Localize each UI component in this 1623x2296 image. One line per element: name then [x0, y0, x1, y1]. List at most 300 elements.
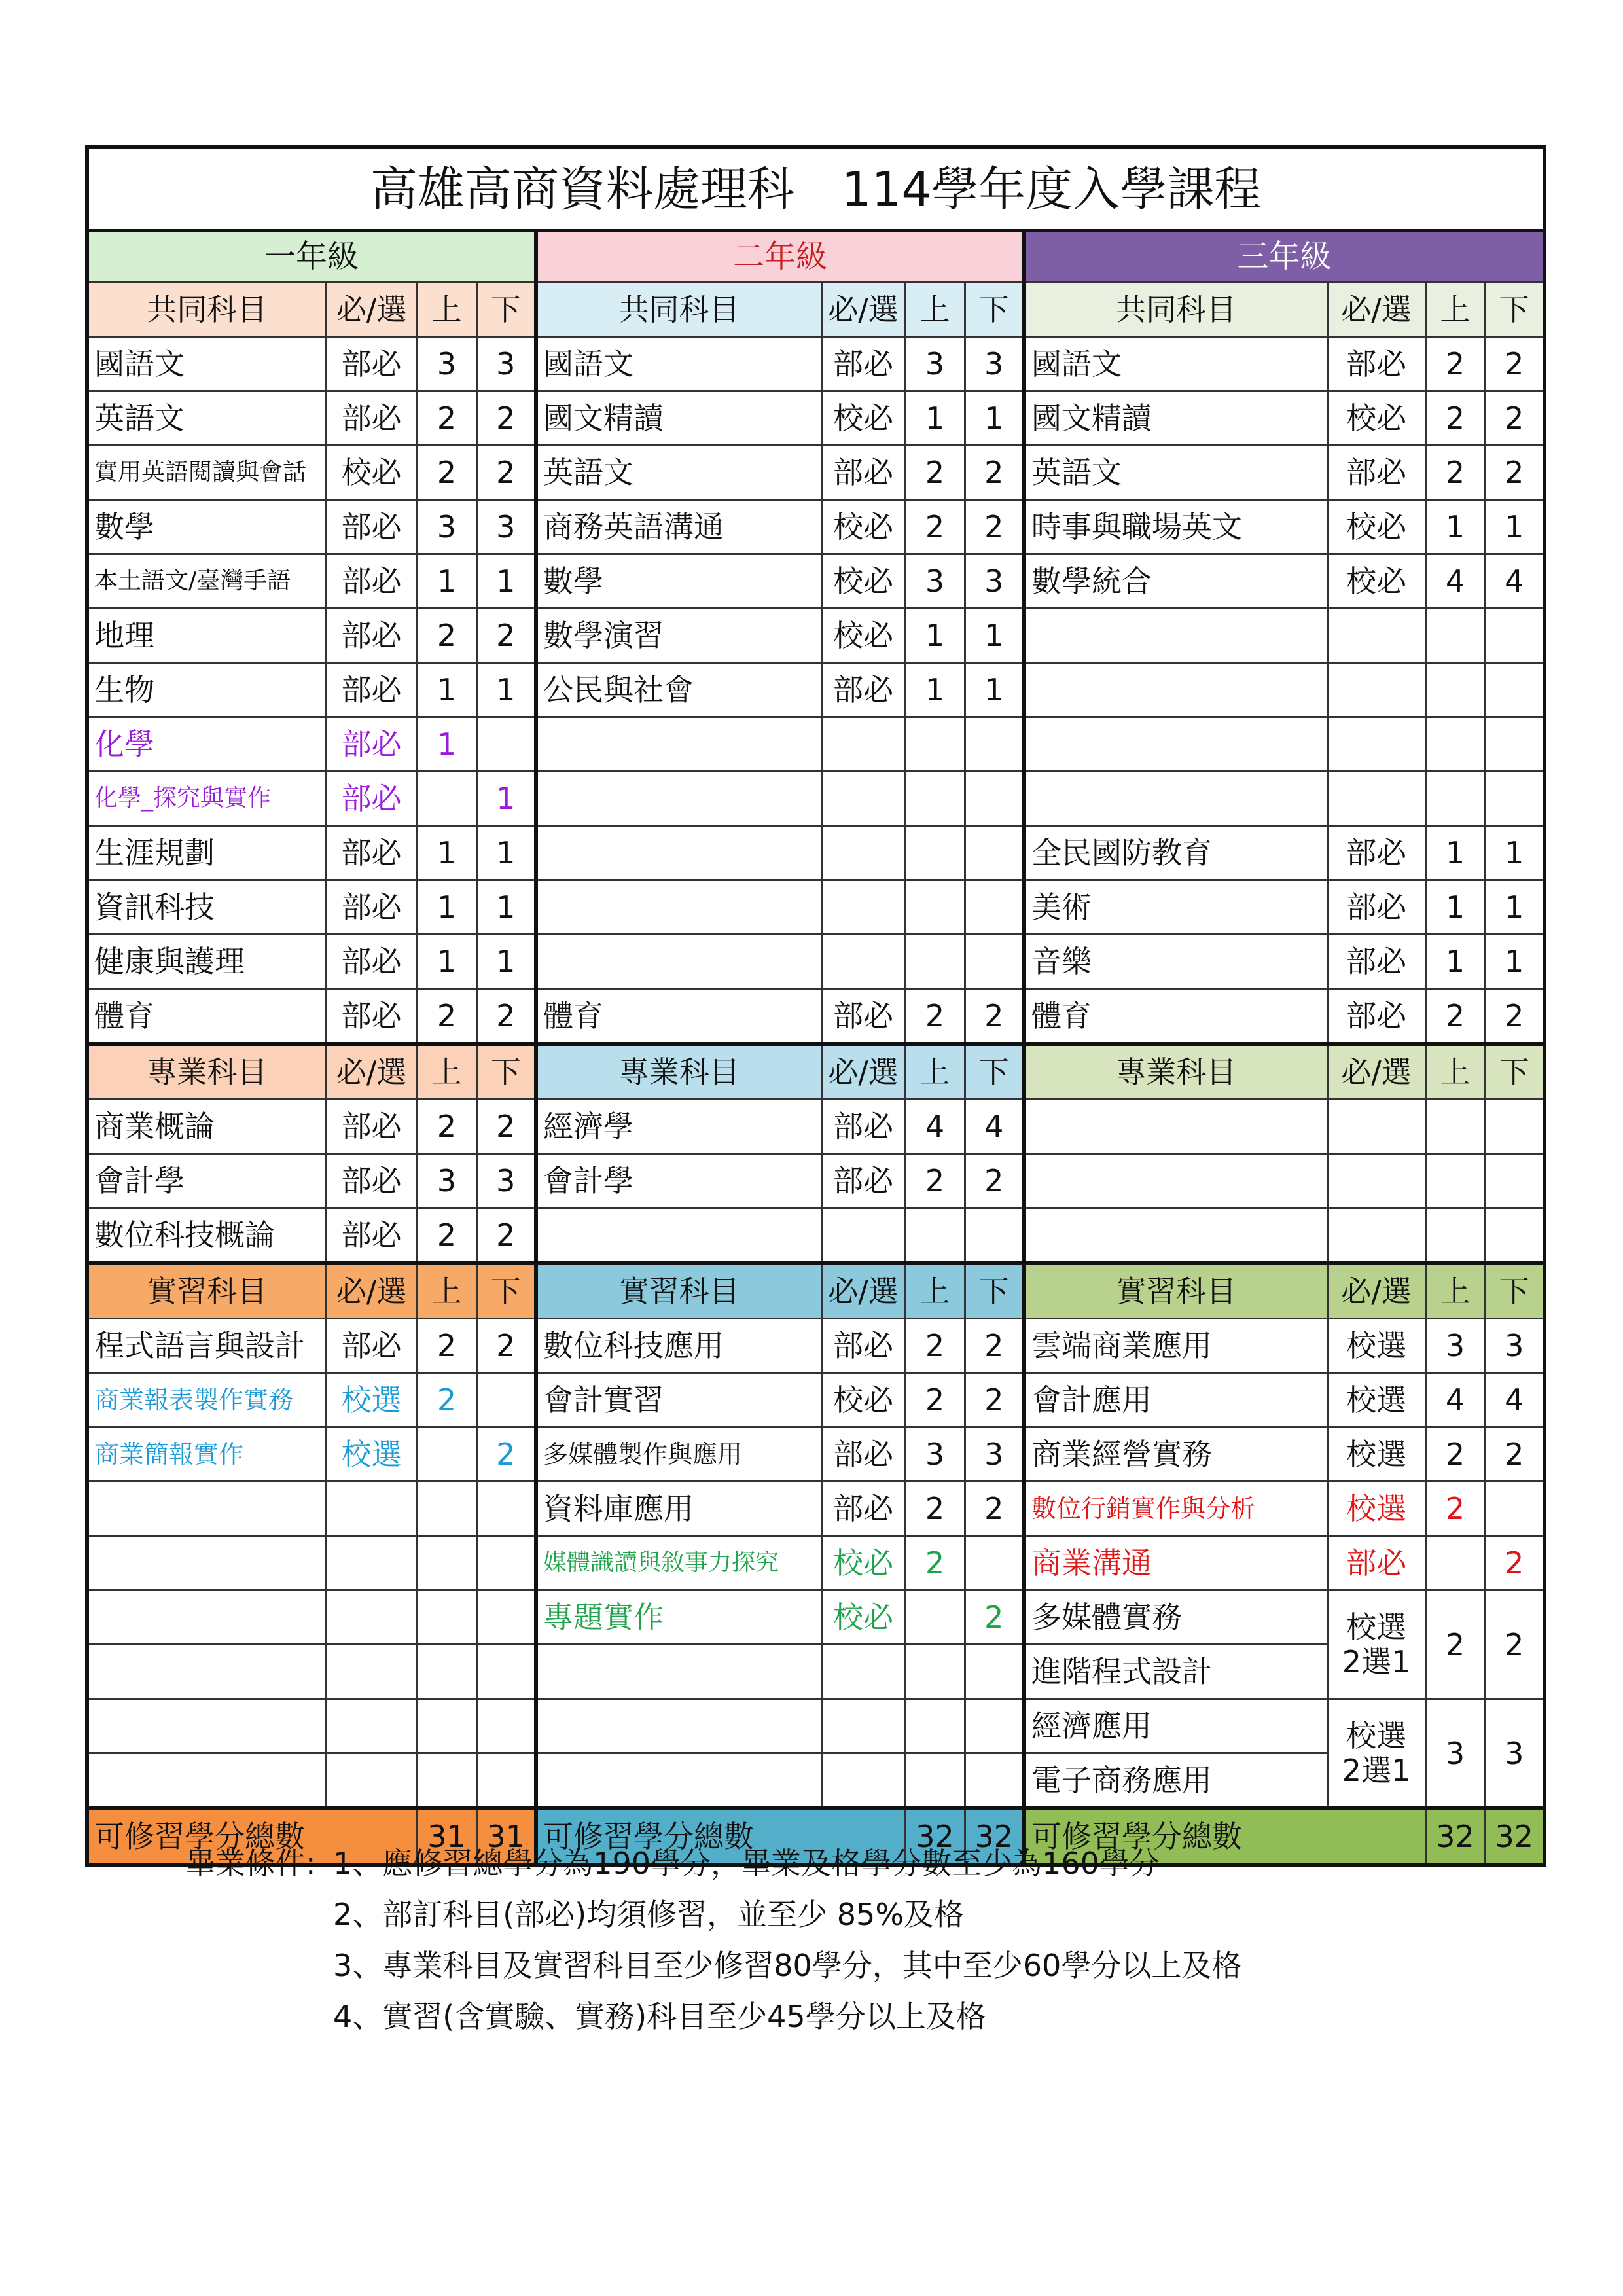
upper-cell: 2 — [417, 1100, 476, 1154]
lower-cell: 1 — [476, 554, 536, 609]
type-header: 必/選 — [821, 1044, 905, 1100]
subject-cell — [87, 1590, 326, 1645]
lower-cell: 3 — [476, 1154, 536, 1208]
type-cell: 部必 — [821, 1319, 905, 1373]
upper-cell: 2 — [1425, 1590, 1485, 1699]
type-cell: 校必 — [1327, 391, 1425, 446]
subject-cell: 經濟學 — [536, 1100, 821, 1154]
upper-cell: 2 — [905, 446, 965, 500]
upper-cell: 3 — [905, 1427, 965, 1482]
common-header: 共同科目 — [536, 283, 821, 337]
upper-cell: 3 — [905, 554, 965, 609]
lower-cell: 2 — [965, 1590, 1024, 1645]
subject-cell: 程式語言與設計 — [87, 1319, 326, 1373]
lower-cell: 3 — [965, 337, 1024, 391]
subject-cell: 商業報表製作實務 — [87, 1373, 326, 1427]
lower-cell — [476, 1482, 536, 1536]
subject-cell: 國語文 — [87, 337, 326, 391]
lower-cell — [965, 880, 1024, 935]
total-lower: 31 — [476, 1808, 536, 1865]
graduation-item: 4、實習(含實驗、實務)科目至少45學分以上及格 — [333, 1999, 986, 2034]
subject-cell — [87, 1699, 326, 1753]
subject-cell: 會計應用 — [1024, 1373, 1327, 1427]
subject-cell: 國文精讀 — [536, 391, 821, 446]
type-header: 必/選 — [326, 1044, 417, 1100]
professional-header: 專業科目 — [1024, 1044, 1327, 1100]
type-cell — [1327, 717, 1425, 772]
upper-cell: 3 — [905, 337, 965, 391]
type-cell: 部必 — [326, 391, 417, 446]
subject-cell: 雲端商業應用 — [1024, 1319, 1327, 1373]
lower-cell: 1 — [965, 391, 1024, 446]
subject-cell: 時事與職場英文 — [1024, 500, 1327, 554]
type-cell — [326, 1753, 417, 1809]
lower-cell — [476, 1536, 536, 1590]
lower-cell: 2 — [476, 1208, 536, 1264]
graduation-item: 3、專業科目及實習科目至少修習80學分，其中至少60學分以上及格 — [333, 1948, 1242, 1983]
lower-cell: 4 — [1485, 554, 1544, 609]
upper-cell — [417, 1753, 476, 1809]
lower-cell: 2 — [1485, 1427, 1544, 1482]
lower-cell: 1 — [1485, 500, 1544, 554]
type-header: 必/選 — [326, 1263, 417, 1319]
lower-cell — [1485, 1482, 1544, 1536]
type-cell — [821, 717, 905, 772]
upper-cell: 2 — [1425, 989, 1485, 1045]
upper-cell: 2 — [1425, 1482, 1485, 1536]
upper-cell — [1425, 772, 1485, 826]
subject-cell — [1024, 609, 1327, 663]
lower-cell — [965, 1699, 1024, 1753]
type-cell: 校必 — [821, 1373, 905, 1427]
type-cell: 部必 — [326, 717, 417, 772]
subject-cell: 體育 — [87, 989, 326, 1045]
lower-cell: 1 — [476, 935, 536, 989]
type-cell: 部必 — [326, 880, 417, 935]
elective-type-line: 校選 — [1346, 1717, 1406, 1753]
type-header: 必/選 — [821, 283, 905, 337]
common-header: 共同科目 — [1024, 283, 1327, 337]
subject-cell: 商業溝通 — [1024, 1536, 1327, 1590]
subject-cell: 數位科技應用 — [536, 1319, 821, 1373]
lower-header: 下 — [1485, 1263, 1544, 1319]
lower-cell — [1485, 1208, 1544, 1264]
lower-cell: 3 — [965, 1427, 1024, 1482]
upper-cell — [1425, 1208, 1485, 1264]
upper-header: 上 — [417, 1044, 476, 1100]
elective-subject-cell: 多媒體實務 — [1024, 1590, 1327, 1645]
type-cell: 校必 — [821, 609, 905, 663]
subject-cell — [1024, 1208, 1327, 1264]
upper-cell: 4 — [905, 1100, 965, 1154]
type-cell — [326, 1536, 417, 1590]
upper-cell: 3 — [417, 1154, 476, 1208]
upper-cell: 2 — [905, 1319, 965, 1373]
subject-cell: 全民國防教育 — [1024, 826, 1327, 880]
lower-cell — [965, 1645, 1024, 1699]
type-cell: 部必 — [326, 1208, 417, 1264]
lower-cell: 2 — [476, 989, 536, 1045]
lower-cell — [476, 717, 536, 772]
subject-cell: 商務英語溝通 — [536, 500, 821, 554]
subject-cell: 生涯規劃 — [87, 826, 326, 880]
lower-cell — [965, 1753, 1024, 1809]
upper-cell — [905, 717, 965, 772]
type-header: 必/選 — [1327, 283, 1425, 337]
lower-cell — [965, 935, 1024, 989]
type-cell: 部必 — [326, 500, 417, 554]
lower-cell: 1 — [1485, 880, 1544, 935]
total-upper: 32 — [905, 1808, 965, 1865]
upper-header: 上 — [417, 283, 476, 337]
subject-cell: 健康與護理 — [87, 935, 326, 989]
lower-cell: 2 — [965, 1373, 1024, 1427]
type-cell: 部必 — [1327, 935, 1425, 989]
type-cell: 部必 — [1327, 446, 1425, 500]
subject-cell — [536, 1753, 821, 1809]
lower-cell: 2 — [965, 446, 1024, 500]
lower-cell: 4 — [965, 1100, 1024, 1154]
type-cell: 部必 — [326, 1154, 417, 1208]
elective-type-line: 校選 — [1346, 1609, 1406, 1645]
upper-cell — [905, 1208, 965, 1264]
lower-header: 下 — [1485, 1044, 1544, 1100]
type-cell: 部必 — [1327, 826, 1425, 880]
upper-cell: 2 — [905, 1536, 965, 1590]
upper-cell — [417, 1536, 476, 1590]
upper-header: 上 — [905, 283, 965, 337]
upper-cell: 2 — [417, 989, 476, 1045]
practical-header: 實習科目 — [87, 1263, 326, 1319]
subject-cell — [1024, 663, 1327, 717]
upper-cell: 1 — [417, 554, 476, 609]
subject-cell: 數位科技概論 — [87, 1208, 326, 1264]
type-cell: 部必 — [821, 1100, 905, 1154]
lower-cell: 2 — [1485, 446, 1544, 500]
type-cell — [1327, 1154, 1425, 1208]
type-cell — [1327, 1208, 1425, 1264]
subject-cell — [536, 717, 821, 772]
upper-cell: 4 — [1425, 1373, 1485, 1427]
upper-cell — [905, 880, 965, 935]
type-cell — [326, 1590, 417, 1645]
type-cell: 校必 — [1327, 500, 1425, 554]
lower-cell — [476, 1699, 536, 1753]
lower-cell — [1485, 1154, 1544, 1208]
type-cell: 校必 — [1327, 554, 1425, 609]
upper-cell: 2 — [1425, 337, 1485, 391]
elective-rule-line: 2選1 — [1342, 1643, 1411, 1679]
type-cell: 部必 — [326, 772, 417, 826]
subject-cell: 體育 — [1024, 989, 1327, 1045]
curriculum-table — [85, 145, 1546, 1867]
lower-cell: 2 — [1485, 391, 1544, 446]
upper-cell: 2 — [905, 1373, 965, 1427]
type-cell: 部必 — [821, 1154, 905, 1208]
subject-cell: 商業經營實務 — [1024, 1427, 1327, 1482]
lower-cell: 3 — [1485, 1319, 1544, 1373]
upper-cell: 3 — [1425, 1699, 1485, 1809]
upper-header: 上 — [1425, 283, 1485, 337]
upper-cell: 4 — [1425, 554, 1485, 609]
type-cell — [1327, 772, 1425, 826]
type-cell: 部必 — [821, 663, 905, 717]
type-cell — [821, 826, 905, 880]
type-cell — [1327, 1100, 1425, 1154]
subject-cell: 生物 — [87, 663, 326, 717]
subject-cell: 音樂 — [1024, 935, 1327, 989]
subject-cell — [87, 1482, 326, 1536]
lower-cell: 3 — [1485, 1699, 1544, 1809]
lower-cell: 2 — [1485, 989, 1544, 1045]
upper-cell — [905, 1753, 965, 1809]
type-cell — [326, 1699, 417, 1753]
lower-header: 下 — [476, 1044, 536, 1100]
graduation-item: 1、應修習總學分為190學分，畢業及格學分數至少為160學分 — [333, 1846, 1160, 1881]
professional-header: 專業科目 — [536, 1044, 821, 1100]
graduation-label: 畢業條件: — [185, 1846, 316, 1881]
type-cell: 校選 — [1327, 1373, 1425, 1427]
upper-cell: 1 — [905, 391, 965, 446]
lower-cell — [965, 826, 1024, 880]
subject-cell — [1024, 717, 1327, 772]
upper-cell: 1 — [417, 717, 476, 772]
type-cell: 部必 — [326, 663, 417, 717]
lower-header: 下 — [965, 1044, 1024, 1100]
subject-cell: 數學 — [536, 554, 821, 609]
upper-header: 上 — [1425, 1044, 1485, 1100]
subject-cell — [1024, 772, 1327, 826]
subject-cell: 國語文 — [1024, 337, 1327, 391]
upper-cell: 2 — [905, 989, 965, 1045]
lower-cell: 1 — [965, 609, 1024, 663]
upper-cell — [1425, 1154, 1485, 1208]
upper-cell: 1 — [1425, 826, 1485, 880]
lower-header: 下 — [965, 283, 1024, 337]
subject-cell: 體育 — [536, 989, 821, 1045]
lower-cell: 1 — [476, 880, 536, 935]
lower-cell: 1 — [965, 663, 1024, 717]
graduation-item: 2、部訂科目(部必)均須修習，並至少 85%及格 — [333, 1897, 965, 1932]
total-label: 可修習學分總數 — [87, 1808, 417, 1865]
type-header: 必/選 — [1327, 1044, 1425, 1100]
lower-cell — [476, 1373, 536, 1427]
subject-cell: 商業簡報實作 — [87, 1427, 326, 1482]
lower-cell: 4 — [1485, 1373, 1544, 1427]
upper-cell — [417, 772, 476, 826]
grade-3-header: 三年級 — [1024, 230, 1544, 283]
upper-cell: 1 — [417, 880, 476, 935]
upper-header: 上 — [905, 1044, 965, 1100]
type-cell: 校必 — [821, 500, 905, 554]
upper-cell: 2 — [417, 1208, 476, 1264]
subject-cell: 化學_探究與實作 — [87, 772, 326, 826]
subject-cell — [1024, 1100, 1327, 1154]
upper-cell — [417, 1645, 476, 1699]
page-title: 高雄高商資料處理科 114學年度入學課程 — [87, 147, 1544, 230]
type-header: 必/選 — [326, 283, 417, 337]
lower-cell — [965, 1536, 1024, 1590]
type-cell: 部必 — [326, 1319, 417, 1373]
upper-cell: 2 — [417, 609, 476, 663]
upper-cell — [905, 826, 965, 880]
upper-cell: 3 — [417, 337, 476, 391]
lower-cell: 2 — [476, 446, 536, 500]
upper-cell — [1425, 1536, 1485, 1590]
subject-cell — [536, 772, 821, 826]
subject-cell: 多媒體製作與應用 — [536, 1427, 821, 1482]
elective-rule-line: 2選1 — [1342, 1752, 1411, 1788]
lower-cell — [476, 1753, 536, 1809]
lower-cell: 3 — [965, 554, 1024, 609]
upper-cell: 1 — [905, 663, 965, 717]
upper-header: 上 — [1425, 1263, 1485, 1319]
type-cell: 部必 — [821, 1427, 905, 1482]
upper-cell: 1 — [905, 609, 965, 663]
type-cell: 部必 — [326, 337, 417, 391]
subject-cell: 會計學 — [87, 1154, 326, 1208]
subject-cell: 美術 — [1024, 880, 1327, 935]
upper-cell: 2 — [1425, 391, 1485, 446]
subject-cell — [536, 826, 821, 880]
subject-cell — [87, 1645, 326, 1699]
type-cell: 部必 — [1327, 1536, 1425, 1590]
elective-subject-cell: 進階程式設計 — [1024, 1645, 1327, 1699]
lower-cell — [965, 1208, 1024, 1264]
lower-cell — [1485, 663, 1544, 717]
type-cell — [821, 880, 905, 935]
lower-cell: 2 — [965, 1154, 1024, 1208]
subject-cell: 數學 — [87, 500, 326, 554]
upper-cell: 3 — [1425, 1319, 1485, 1373]
lower-cell: 2 — [476, 1100, 536, 1154]
lower-cell: 1 — [1485, 935, 1544, 989]
subject-cell: 英語文 — [536, 446, 821, 500]
upper-cell: 2 — [1425, 446, 1485, 500]
type-cell: 部必 — [821, 446, 905, 500]
professional-header: 專業科目 — [87, 1044, 326, 1100]
upper-cell: 2 — [417, 1373, 476, 1427]
lower-cell: 2 — [476, 609, 536, 663]
subject-cell: 商業概論 — [87, 1100, 326, 1154]
type-cell: 部必 — [1327, 880, 1425, 935]
practical-header: 實習科目 — [1024, 1263, 1327, 1319]
upper-cell: 2 — [905, 1482, 965, 1536]
subject-cell: 國文精讀 — [1024, 391, 1327, 446]
lower-cell: 2 — [965, 1319, 1024, 1373]
upper-cell — [905, 772, 965, 826]
subject-cell: 本土語文/臺灣手語 — [87, 554, 326, 609]
upper-header: 上 — [905, 1263, 965, 1319]
subject-cell: 公民與社會 — [536, 663, 821, 717]
lower-cell: 2 — [965, 989, 1024, 1045]
total-lower: 32 — [1485, 1808, 1544, 1865]
type-cell: 校選 — [326, 1427, 417, 1482]
type-cell — [821, 1208, 905, 1264]
subject-cell — [1024, 1154, 1327, 1208]
subject-cell: 會計學 — [536, 1154, 821, 1208]
subject-cell: 專題實作 — [536, 1590, 821, 1645]
type-cell — [821, 772, 905, 826]
type-cell: 校必 — [821, 1590, 905, 1645]
type-cell: 校必 — [326, 446, 417, 500]
upper-cell: 2 — [905, 500, 965, 554]
elective-subject-cell: 經濟應用 — [1024, 1699, 1327, 1753]
subject-cell — [536, 1645, 821, 1699]
subject-cell — [87, 1753, 326, 1809]
upper-cell: 1 — [1425, 880, 1485, 935]
lower-header: 下 — [476, 283, 536, 337]
subject-cell: 地理 — [87, 609, 326, 663]
lower-cell: 2 — [1485, 1590, 1544, 1699]
type-cell — [821, 1645, 905, 1699]
upper-cell — [1425, 609, 1485, 663]
type-cell: 部必 — [821, 337, 905, 391]
upper-cell — [905, 1699, 965, 1753]
total-upper: 32 — [1425, 1808, 1485, 1865]
upper-cell — [905, 1590, 965, 1645]
lower-cell — [1485, 609, 1544, 663]
grade-1-header: 一年級 — [87, 230, 536, 283]
upper-cell — [905, 1645, 965, 1699]
type-cell: 部必 — [326, 554, 417, 609]
type-header: 必/選 — [1327, 1263, 1425, 1319]
type-cell — [821, 1753, 905, 1809]
type-cell — [821, 1699, 905, 1753]
total-label: 可修習學分總數 — [1024, 1808, 1425, 1865]
type-cell: 校必 — [821, 391, 905, 446]
upper-cell: 1 — [417, 663, 476, 717]
subject-cell: 會計實習 — [536, 1373, 821, 1427]
subject-cell: 數學統合 — [1024, 554, 1327, 609]
subject-cell: 資料庫應用 — [536, 1482, 821, 1536]
type-cell — [1327, 609, 1425, 663]
lower-cell: 2 — [476, 391, 536, 446]
upper-cell: 1 — [1425, 500, 1485, 554]
subject-cell — [536, 880, 821, 935]
type-cell: 部必 — [326, 935, 417, 989]
type-cell: 校選 — [326, 1373, 417, 1427]
lower-cell — [965, 717, 1024, 772]
upper-cell: 2 — [417, 446, 476, 500]
subject-cell: 國語文 — [536, 337, 821, 391]
grade-2-header: 二年級 — [536, 230, 1024, 283]
upper-cell: 2 — [417, 1319, 476, 1373]
type-cell: 部必 — [821, 989, 905, 1045]
subject-cell: 英語文 — [87, 391, 326, 446]
lower-header: 下 — [1485, 283, 1544, 337]
total-label: 可修習學分總數 — [536, 1808, 905, 1865]
upper-cell — [1425, 1100, 1485, 1154]
upper-cell — [1425, 663, 1485, 717]
lower-cell: 3 — [476, 500, 536, 554]
lower-cell — [1485, 772, 1544, 826]
subject-cell: 數學演習 — [536, 609, 821, 663]
type-cell: 部必 — [1327, 989, 1425, 1045]
elective-subject-cell: 電子商務應用 — [1024, 1753, 1327, 1809]
subject-cell — [87, 1536, 326, 1590]
lower-cell: 1 — [476, 826, 536, 880]
type-cell: 校選 — [1327, 1427, 1425, 1482]
subject-cell: 化學 — [87, 717, 326, 772]
lower-cell — [476, 1590, 536, 1645]
type-cell: 部必 — [326, 1100, 417, 1154]
total-lower: 32 — [965, 1808, 1024, 1865]
type-cell: 校必 — [821, 554, 905, 609]
subject-cell: 英語文 — [1024, 446, 1327, 500]
lower-cell — [476, 1645, 536, 1699]
upper-cell — [417, 1590, 476, 1645]
